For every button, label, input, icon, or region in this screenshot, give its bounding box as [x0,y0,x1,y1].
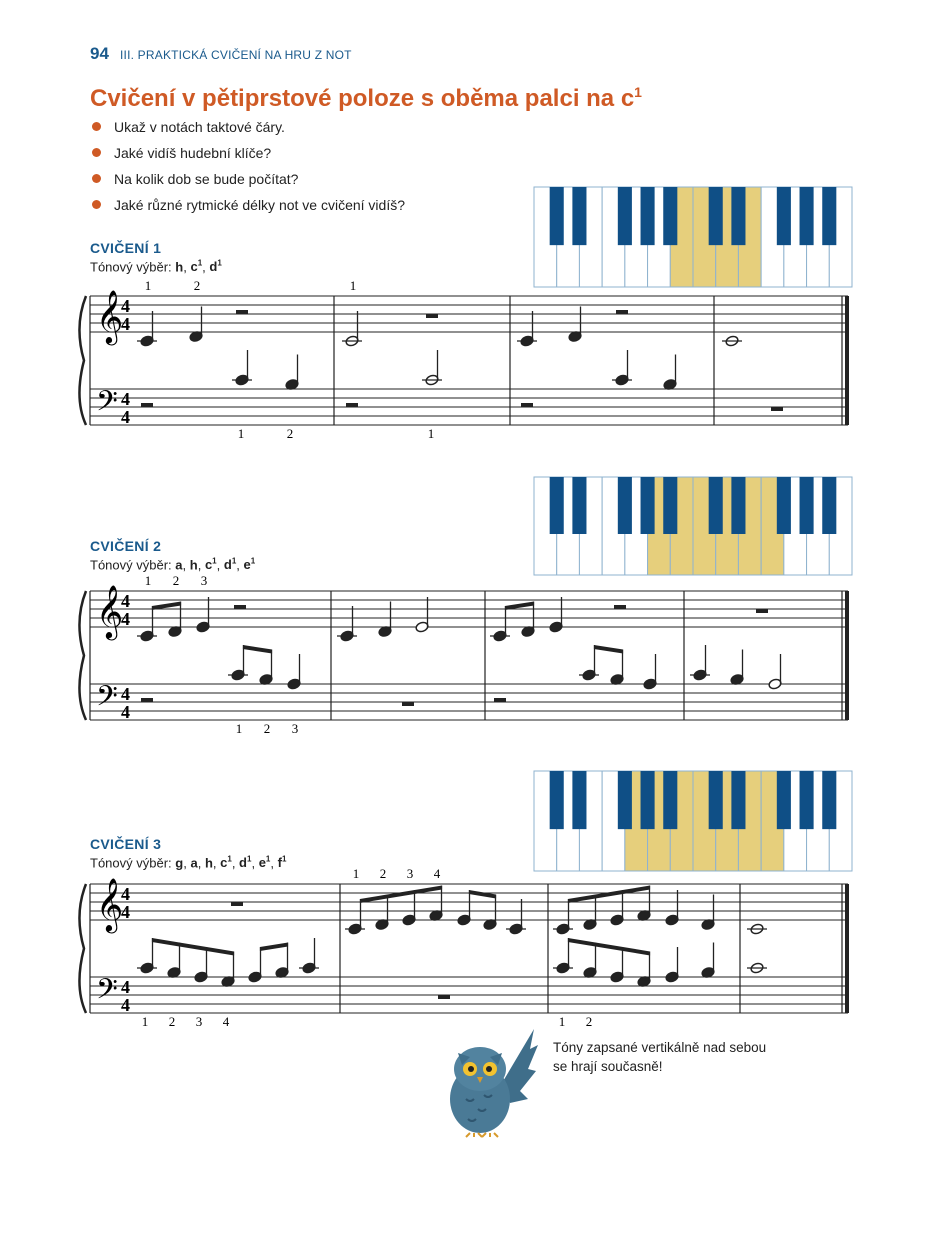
black-key [663,477,677,534]
fingering-number: 3 [406,866,414,881]
black-key [731,771,745,829]
whole-rest [771,407,783,411]
half-rest [614,605,626,609]
exercise-2-range: Tónový výběr: a, h, $c^1$, $d^1$, $e^1$ [90,557,256,573]
note-beam [568,938,650,956]
black-key [822,187,836,245]
range-note: h [204,855,213,871]
range-note: $c^1$ [220,855,232,871]
black-key [641,477,655,534]
black-key [709,771,723,829]
piano-keyboard-3 [533,770,853,872]
black-key [822,771,836,829]
black-key [731,477,745,534]
range-note: a [175,557,183,573]
fingering-number: 2 [168,1014,176,1029]
fingering-number: 1 [235,721,243,736]
fingering-number: 2 [286,426,294,441]
final-barline [845,884,849,1013]
time-signature-digit: 4 [121,702,130,722]
exercise-1-score [72,278,857,441]
black-key [618,477,632,534]
half-rest [521,403,533,407]
note-beam [469,890,496,899]
bass-clef: 𝄢 [96,682,118,719]
bass-clef: 𝄢 [96,975,118,1012]
fingering-number: 1 [349,278,357,293]
fingering-number: 4 [433,866,441,881]
fingering-number: 3 [291,721,299,736]
fingering-number: 1 [144,573,152,588]
fingering-number: 2 [263,721,271,736]
range-label: Tónový výběr: [90,855,172,871]
whole-rest [438,995,450,999]
half-rest [234,605,246,609]
whole-rest [756,609,768,613]
range-note: $d^1$ [239,855,252,871]
black-key [572,771,586,829]
exercise-3-range: Tónový výběr: g, a, h, $c^1$, $d^1$, $e^1$, $f^1$ [90,855,287,871]
black-key [731,187,745,245]
note-beam [260,943,288,952]
range-label: Tónový výběr: [90,259,172,275]
range-label: Tónový výběr: [90,557,172,573]
time-signature-digit: 4 [121,977,130,997]
treble-clef: 𝄞 [96,291,124,342]
half-rest [236,310,248,314]
time-signature-digit: 4 [121,407,130,427]
black-key [550,771,564,829]
time-signature-digit: 4 [121,902,130,922]
time-signature-digit: 4 [121,995,130,1015]
question-item: Na kolik dob se bude počítat? [90,170,405,196]
exercise-2-score [72,573,857,736]
black-key [800,771,814,829]
half-rest [616,310,628,314]
time-signature-digit: 4 [121,884,130,904]
fingering-number: 1 [427,426,435,441]
question-item: Jaké vidíš hudební klíče? [90,144,405,170]
time-signature-digit: 4 [121,609,130,629]
owl-tip-text [553,1038,766,1076]
exercise-3-title: CVIČENÍ 3 [90,836,162,852]
black-key [663,187,677,245]
black-key [572,477,586,534]
bass-clef: 𝄢 [96,387,118,424]
exercise-2-title: CVIČENÍ 2 [90,538,162,554]
black-key [663,771,677,829]
whole-rest [402,702,414,706]
note-beam [568,886,650,904]
half-rest [494,698,506,702]
half-rest [346,403,358,407]
fingering-number: 1 [352,866,360,881]
black-key [777,187,791,245]
fingering-number: 2 [585,1014,593,1029]
question-item: Jaké různé rytmické délky not ve cvičení vidíš? [90,196,405,222]
fingering-number: 1 [141,1014,149,1029]
treble-clef: 𝄞 [96,586,124,637]
range-note: $e^1$ [243,557,256,573]
question-list [90,118,405,222]
owl-icon [440,1025,540,1137]
black-key [618,771,632,829]
grand-staff-brace [79,296,86,425]
note-beam [152,938,234,956]
fingering-number: 3 [200,573,208,588]
fingering-number: 1 [558,1014,566,1029]
black-key [822,477,836,534]
whole-rest [426,314,438,318]
black-key [800,187,814,245]
fingering-number: 1 [237,426,245,441]
black-key [709,187,723,245]
piano-keyboard-2 [533,476,853,576]
grand-staff-brace [79,591,86,720]
question-item: Ukaž v notách taktové čáry. [90,118,405,144]
black-key [800,477,814,534]
range-note: $e^1$ [258,855,271,871]
black-key [572,187,586,245]
exercise-1-title: CVIČENÍ 1 [90,240,162,256]
range-note: g [175,855,184,871]
time-signature-digit: 4 [121,591,130,611]
range-note: $c^1$ [190,259,203,275]
black-key [777,771,791,829]
range-note: h [175,259,184,275]
black-key [709,477,723,534]
fingering-number: 1 [144,278,152,293]
range-note: $d^1$ [209,259,222,275]
time-signature-digit: 4 [121,296,130,316]
owl-tip-line: Tóny zapsané vertikálně nad sebou [553,1040,767,1055]
range-note: h [189,557,198,573]
note-beam [243,645,272,654]
piano-keyboard-1 [533,186,853,288]
note-beam [360,886,442,904]
note-beam [594,645,623,654]
owl-tip-line: se hrají současně! [553,1059,663,1074]
black-key [550,187,564,245]
half-rest [141,403,153,407]
fingering-number: 3 [195,1014,203,1029]
fingering-number: 2 [379,866,387,881]
time-signature-digit: 4 [121,314,130,334]
time-signature-digit: 4 [121,684,130,704]
range-note: $c^1$ [204,557,217,573]
grand-staff-brace [79,884,86,1013]
treble-clef: 𝄞 [96,879,124,930]
range-note: $f^1$ [277,855,287,871]
black-key [641,187,655,245]
black-key [550,477,564,534]
black-key [618,187,632,245]
half-rest [141,698,153,702]
fingering-number: 2 [172,573,180,588]
fingering-number: 2 [193,278,201,293]
whole-rest [231,902,243,906]
black-key [641,771,655,829]
final-barline [845,296,849,425]
page-title: Cvičení v pětiprstové poloze s oběma palci na $c^1$ [90,84,642,112]
black-key [777,477,791,534]
section-heading: III. PRAKTICKÁ CVIČENÍ NA HRU Z NOT [120,48,352,62]
exercise-3-score [72,866,857,1029]
exercise-1-range: Tónový výběr: h, $c^1$, $d^1$ [90,259,222,275]
range-note: a [190,855,198,871]
time-signature-digit: 4 [121,389,130,409]
final-barline [845,591,849,720]
fingering-number: 4 [222,1014,230,1029]
range-note: $d^1$ [223,557,237,573]
page-number: 94 [90,44,109,63]
